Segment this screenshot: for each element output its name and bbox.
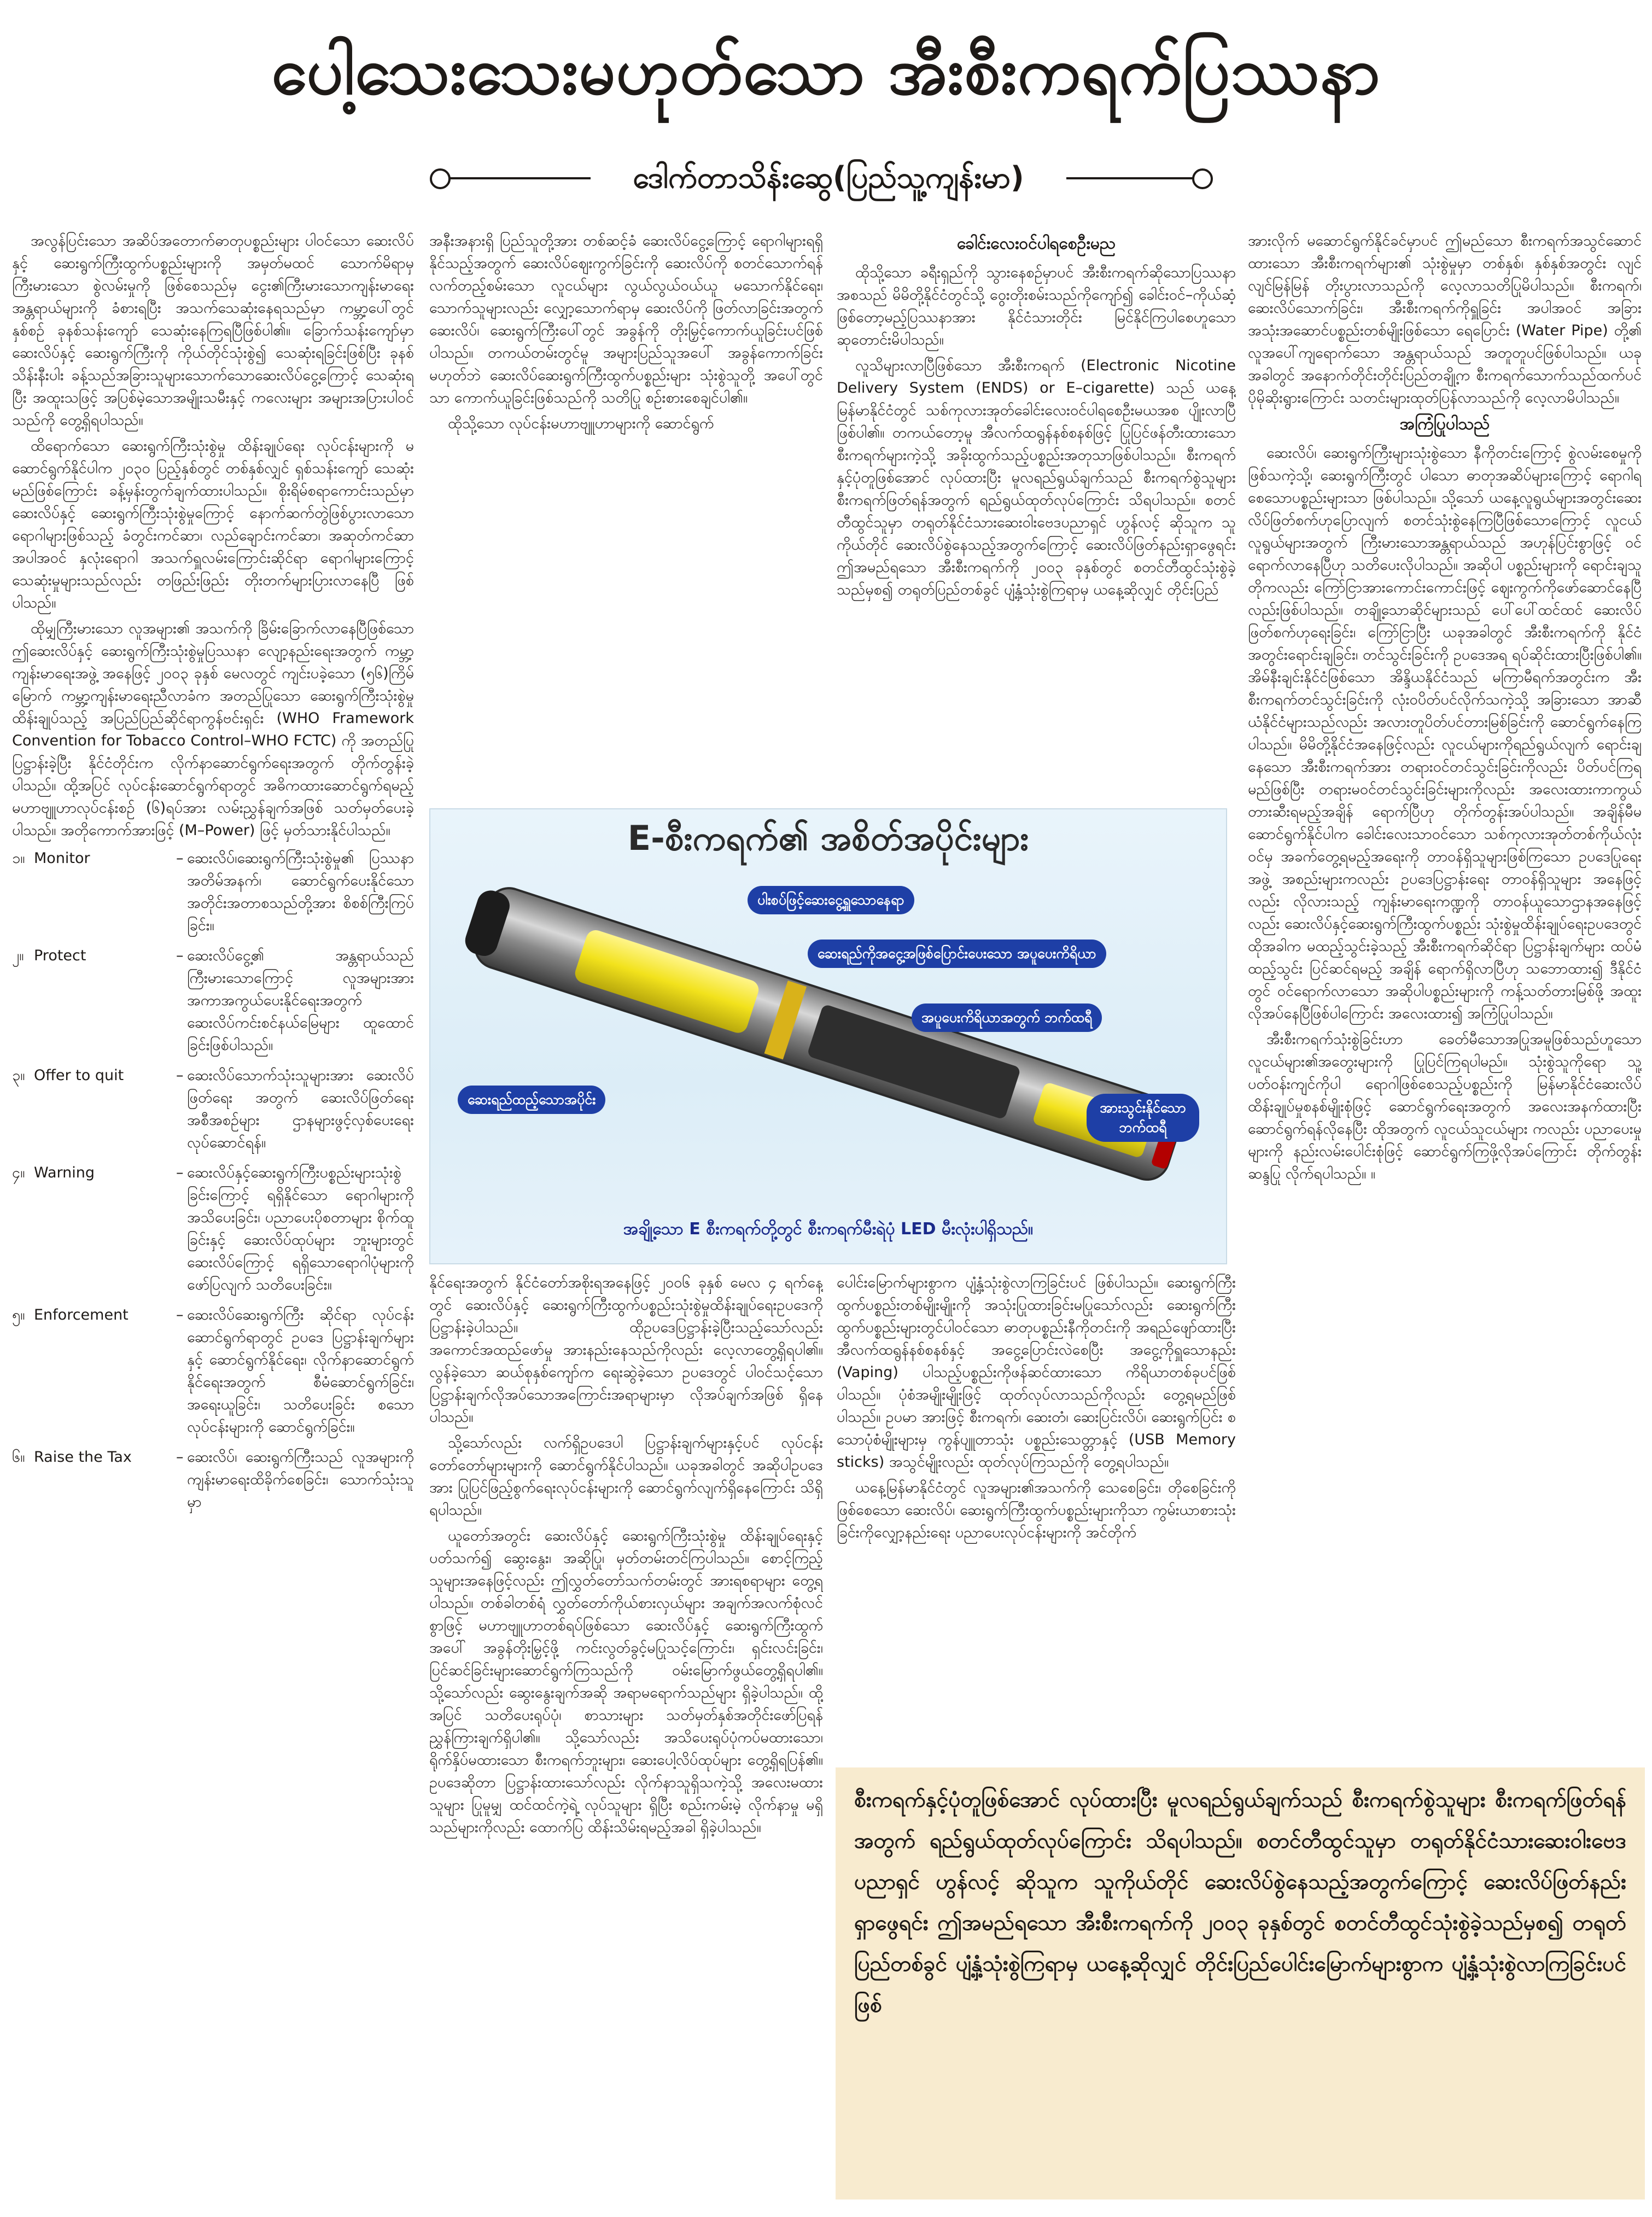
- paragraph: ဆေးလိပ်၊ ဆေးရွက်ကြီးများသုံးစွဲသော နီကိုတင်းကြောင့် စွဲလမ်းစေမှုကိုဖြစ်သကဲ့သို့၊ ဆေးရွက်ကြီးတွင် ပါသော ဓာတုအဆိပ်များကြောင့် ရောဂါရစေသောပစ္စည်းများသာ ဖြစ်ပါသည်။ သို့သော် ယနေ့လူရွယ်များအတွင်းဆေးလိပ်ဖြတ်စက်ဟုပြောလျက် စတင်သုံးစွဲနေကြပြီဖြစ်သောကြောင့် လူငယ်လူရွယ်များအတွက် ကြီးမားသောအန္တရာယ်သည် အဟုန်ပြင်းစွာဖြင့် ဝင်ရောက်လာနေပြီဟု သတိပေးလိုပါသည်။ အဆိုပါ ပစ္စည်းများကို ရောင်းချသူတိုကလည်း ကြော်ငြာအားကောင်းကောင်းဖြင့် ဈေးကွက်ကိုဖော်ဆောင်နေပြီလည်းဖြစ်ပါသည်။ တချို့သောဆိုင်များသည် ပေါ်ပေါ်ထင်ထင် ဆေးလိပ်ဖြတ်စက်ဟုရေးခြင်း၊ ကြော်ငြာပြီး ယခုအခါတွင် အီးစီးကရက်ကို နိုင်ငံအတွင်းရောင်းချခြင်း၊ တင်သွင်းခြင်းကို ဥပဒေအရ ရပ်ဆိုင်းထားပြီးဖြစ်ပါ၏။ အိမ်နီးချင်းနိုင်ငံဖြစ်သော အိန္ဒိယနိုင်ငံသည် မကြာမီရက်အတွင်းက အီးစီးကရက်တင်သွင်းခြင်းကို လုံးဝပိတ်ပင်လိုက်သကဲ့သို့ အခြားသော အာဆီယံနိုင်ငံများသည်လည်း အလားတူပိတ်ပင်တားမြစ်ခြင်းကို ဆောင်ရွက်နေကြပါသည်။ မိမိတို့နိုင်ငံအနေဖြင့်လည်း လူငယ်များကိုရည်ရွယ်လျက် ရောင်းချနေသော အီးစီးကရက်အား တရားဝင်တင်သွင်းခြင်းကိုလည်း ပိတ်ပင်ကြရမည်ဖြစ်ပြီး တရားမဝင်တင်သွင်းခြင်းများကိုလည်း အလေးထားကာကွယ်တားဆီးရမည့်အချိန် ရောက်ပြီဟု တိုက်တွန်းအပ်ပါသည်။ အချိန်မီမဆောင်ရွက်နိုင်ပါက ခေါင်းလေးသာဝင်သော သစ်ကုလားအုတ်တစ်ကိုယ်လုံးဝင်မှ အခက်တွေ့ရမည့်အရေးကို တာဝန်ရှိသူများဖြစ်ကြသော ဥပဒေပြုရေးအဖွဲ့ အစည်းများကလည်း ဥပဒေပြဋ္ဌာန်းရေး တာဝန်ရှိသူများ အနေဖြင့်လည်း လိုလားသည့် ကျန်းမာရေးကဏ္ဍကို တာဝန်ယူသောဌာနအနေဖြင့်လည်း ဆေးလိပ်နှင့်ဆေးရွက်ကြီးထွက်ပစ္စည်း သုံးစွဲမှုထိန်းချုပ်ရေးဥပဒေတွင် ထိုအခါက မထည့်သွင်းခဲ့သည့် အီးစီးကရက်ဆိုင်ရာ ပြဋ္ဌာန်းချက်များ ထပ်မံထည့်သွင်း ပြင်ဆင်ရမည့် အချိန် ရောက်ရှိလာပြီဟု သဘောထား၍ ဒီနိုင်ငံတွင် ဝင်ရောက်လာသော အဆိုပါပစ္စည်းများကို ကန့်သတ်တားမြစ်ဖို့ အထူးလိုအပ်နေပြီဖြစ်ပါကြောင်း အလေးထား၍ အကြံပြုပါသည်။: [1248, 445, 1642, 1022]
- paragraph: အားလိုက် မဆောင်ရွက်နိုင်ခင်မှာပင် ဤမည်သော စီးကရက်အသွင်ဆောင်ထားသော အီးစီးကရက်များ၏ သုံးစွဲမှုမှာ တစ်နှစ်၊ နှစ်နှစ်အတွင်း လျင်လျင်မြန်မြန် တိုးပွားလာသည်ကို လေ့လာသတိပြုမိပါသည်။ စီးကရက်၊ ဆေးလိပ်သောက်ခြင်း၊ အီးစီးကရက်ကိုရှူခြင်း အပါအဝင် အခြားအသုံးအဆောင်ပစ္စည်းတစ်မျိုးဖြစ်သော ရေပြောင်း (Water Pipe) တို့၏ လူအပေါ်ကျရောက်သော အန္တရာယ်သည် အတူတူပင်ဖြစ်ပါသည်။ ယခုအခါတွင် အနောက်တိုင်းတိုင်းပြည်တချို့က စီးကရက်သောက်သည်ထက်ပင် ပိုမိုဆိုးရွားကြောင်း သတင်းများထုတ်ပြန်လာသည်ကို လေ့လာမိပါသည်။: [1248, 232, 1642, 406]
- callout-mouthpiece: ပါးစပ်ဖြင့်ဆေးငွေ့ရှူသောနေရာ: [748, 886, 914, 914]
- item-dash: –: [176, 1164, 184, 1181]
- callout-cartridge: ဆေးရည်ထည့်သောအပိုင်း: [458, 1086, 605, 1114]
- article-title: ပေါ့သေးသေးမဟုတ်သော အီးစီးကရက်ပြဿနာ: [271, 33, 1381, 109]
- item-key: Raise the Tax: [34, 1449, 132, 1466]
- paragraph: ယူတော်အတွင်း ဆေးလိပ်နှင့် ဆေးရွက်ကြီးသုံးစွဲမှု ထိန်းချုပ်ရေးနှင့်ပတ်သက်၍ ဆွေးနွေး၊ အဆိုပြု၊ မှတ်တမ်းတင်ကြပါသည်။ စောင့်ကြည့်သူများအနေဖြင့်လည်း ဤလွှတ်တော်သက်တမ်းတွင် အားရစရာများ တွေ့ရပါသည်။ တစ်ခါတစ်ရံ လွှတ်တော်ကိုယ်စားလှယ်များ အချက်အလက်စုံလင်စွာဖြင့် မဟာဗျူဟာတစ်ရပ်ဖြစ်သော ဆေးလိပ်နှင့် ဆေးရွက်ကြီးထွက်အပေါ် အခွန်တိုးမြှင့်ဖို့ ကင်းလွတ်ခွင့်မပြုသင့်ကြောင်း၊ ရှင်းလင်းခြင်း၊ ပြင်ဆင်ခြင်းများဆောင်ရွက်ကြသည်ကို ဝမ်းမြောက်ဖွယ်တွေ့ရှိရပါ၏။ သို့သော်လည်း ဆွေးနွေးချက်အဆို အရာမရောက်သည်များ ရှိခဲ့ပါသည်။ ထို့အပြင် သတိပေးရုပ်ပုံ၊ စာသားများ သတ်မှတ်နှစ်အတိုင်းဖော်ပြရန် ညွှန်ကြားချက်ရှိပါ၏။ သို့သော်လည်း အသိပေးရုပ်ပုံကပ်မထားသော၊ ရိုက်နှိပ်မထားသော စီးကရက်ဘူးများ၊ ဆေးပေါ့လိပ်ထုပ်များ တွေ့ရှိရပြန်၏။ ဥပဒေဆိုတာ ပြဋ္ဌာန်းထားသော်လည်း လိုက်နာသူရှိသကဲ့သို့ အလေးမထားသူများ ပြုမူမျှ ထင်ထင်ကဲ့ရဲ့ လုပ်သူများ ရှိပြီး စည်းကမ်းမဲ့ လိုက်နာမှု မရှိသည်များကိုလည်း ထောက်ပြ ထိန်းသိမ်းရမည့်အခါ ရှိခဲ့ပါသည်။: [429, 1527, 823, 1836]
- column-2: [429, 230, 823, 798]
- paragraph: လူသိများလာပြီဖြစ်သော အီးစီးကရက် (Electronic Nicotine Delivery System (ENDS) or E–cigarette) သည် ယနေ့မြန်မာနိုင်ငံတွင် သစ်ကုလားအုတ်ခေါင်းလေးဝင်ပါရစေဦးမယအစ ပျိုးလာပြီဖြစ်ပါ၏။ တကယ်တော့မူ အီလက်ထရွန်နစ်စနစ်ဖြင့် ပြုပြင်ဖန်တီးထားသော စီးကရက်များကဲ့သို့ အခိုးထွက်သည့်ပစ္စည်းအတုသာဖြစ်ပါသည်။ စီးကရက်နှင့်ပုံတူဖြစ်အောင် လုပ်ထားပြီး မူလရည်ရွယ်ချက်သည် စီးကရက်စွဲသူများ စီးကရက်ဖြတ်ရန်အတွက် ရည်ရွယ်ထုတ်လုပ်ကြောင်း သိရပါသည်။ စတင်တီထွင်သူမှာ တရုတ်နိုင်ငံသားဆေးဝါးဗေဒပညာရှင် ဟွန်လင့် ဆိုသူက သူကိုယ်တိုင် ဆေးလိပ်စွဲနေသည့်အတွက်ကြောင့် ဆေးလိပ်ဖြတ်နည်းရှာဖွေရင်း ဤအမည်ရသော အီးစီးကရက်ကို ၂၀၀၃ ခုနှစ်တွင် စတင်တီထွင်သုံးစွဲခဲ့သည်မှစ၍ တရုတ်ပြည်တစ်ခွင် ပျံ့နှံ့သုံးစွဲကြရာမှ ယနေ့ဆိုလျှင် တိုင်းပြည်: [837, 357, 1236, 598]
- item-dash: –: [176, 1306, 184, 1323]
- byline-circle-right: [1192, 168, 1213, 189]
- item-key: Enforcement: [34, 1306, 129, 1323]
- column-1: [12, 230, 414, 2198]
- list-item: [12, 1064, 414, 1154]
- e-cigarette-illustration: [430, 809, 1226, 1263]
- column-3-continued: [837, 1271, 1236, 1764]
- item-dash: –: [176, 1067, 184, 1084]
- paragraph: ထိုသို့သော ခရီးရှည်ကို သွားနေစဉ်မှာပင် အီးစီးကရက်ဆိုသောပြဿနာအစသည် မိမိတို့နိုင်ငံတွင်သို့ ဝွေးတိုးစမ်းသည်ကိုကျော်၍ ခေါင်းဝင်–ကိုယ်ဆံ့ဖြစ်တော့မည့်ပြဿနာအား နိုင်ငံသားတိုင်း မြင်နိုင်ကြပါစေဟူသော ဆုတောင်းမိပါသည်။: [837, 264, 1236, 348]
- e-cigarette-diagram: [429, 808, 1227, 1264]
- callout-rechargeable: အားသွင်းနိုင်သော ဘက်ထရီ: [1087, 1094, 1199, 1142]
- section-heading: အကြံပြုပါသည်: [1399, 415, 1490, 434]
- item-number: ၄။: [12, 1164, 25, 1181]
- paragraph: အီးစီးကရက်သုံးစွဲခြင်းဟာ ခေတ်မီသောအပြုအမူဖြစ်သည်ဟူသော လူငယ်များ၏အတွေးများကို ပြုပြင်ကြရပါမည်။ သုံးစွဲသူကိုရော သူ့ပတ်ဝန်းကျင်ကိုပါ ရောဂါဖြစ်စေသည့်ပစ္စည်းကို မြန်မာနိုင်ငံဆေးလိပ်ထိန်းချုပ်မှုစနစ်မျိုးစုံဖြင့် ဆောင်ရွက်ရေးအတွက် အလေးအနက်ထားပြီး ဆောင်ရွက်ရန်လိုနေပြီး ထိုအတွက် လူငယ်သူငယ်များ ကလည်း ပညာပေးမှုများကို နည်းလမ်းပေါင်းစုံဖြင့် ဆောင်ရွက်ကြဖို့လိုအပ်ကြောင်း တိုက်တွန်းဆန္ဒပြု လိုက်ရပါသည်။ ။: [1248, 1031, 1642, 1182]
- list-item: [12, 1304, 414, 1438]
- paragraph: ထိုမျှကြီးမားသော လူအများ၏ အသက်ကို ခြိမ်းခြောက်လာနေပြီဖြစ်သော ဤဆေးလိပ်နှင့် ဆေးရွက်ကြီးသုံးစွဲမှုပြဿနာ လျော့နည်းရေးအတွက် ကမ္ဘာ့ကျန်းမာရေးအဖွဲ့ အနေဖြင့် ၂၀၀၃ ခုနှစ် မေလတွင် ကျင်းပခဲ့သော (၅၆)ကြိမ်မြောက် ကမ္ဘာ့ကျန်းမာရေးညီလာခံက အတည်ပြုသော ဆေးရွက်ကြီးသုံးစွဲမှုထိန်းချုပ်သည့် အပြည်ပြည်ဆိုင်ရာကွန်ဗင်းရှင်း (WHO Framework Convention for Tobacco Control–WHO FCTC) ကို အတည်ပြုပြဋ္ဌာန်းခဲ့ပြီး နိုင်ငံတိုင်းက လိုက်နာဆောင်ရွက်ရေးအတွက် တိုက်တွန်းခဲ့ပါသည်။ ထို့အပြင် လုပ်ငန်းဆောင်ရွက်ရာတွင် အဓိကထားဆောင်ရွက်ရမည့် မဟာဗျူဟာလုပ်ငန်းစဉ် (၆)ရပ်အား လမ်းညွှန်ချက်အဖြစ် သတ်မှတ်ပေးခဲ့ပါသည်။ အတိုကောက်အားဖြင့် (M–Power) ဖြင့် မှတ်သားနိုင်ပါသည်။: [12, 620, 414, 839]
- item-number: ၅။: [12, 1306, 25, 1323]
- pull-quote: စီးကရက်နှင့်ပုံတူဖြစ်အောင် လုပ်ထားပြီး မူလရည်ရွယ်ချက်သည် စီးကရက်စွဲသူများ စီးကရက်ဖြတ်ရန်အတွက် ရည်ရွယ်ထုတ်လုပ်ကြောင်း သိရပါသည်။ စတင်တီထွင်သူမှာ တရုတ်နိုင်ငံသားဆေးဝါးဗေဒပညာရှင် ဟွန်လင့် ဆိုသူက သူကိုယ်တိုင် ဆေးလိပ်စွဲနေသည့်အတွက်ကြောင့် ဆေးလိပ်ဖြတ်နည်းရှာဖွေရင်း ဤအမည်ရသော အီးစီးကရက်ကို ၂၀၀၃ ခုနှစ်တွင် စတင်တီထွင်သုံးစွဲခဲ့သည်မှစ၍ တရုတ်ပြည်တစ်ခွင် ပျံ့နှံ့သုံးစွဲကြရာမှ ယနေ့ဆိုလျှင် တိုင်းပြည်ပေါင်းမြောက်များစွာက ပျံ့နှံ့သုံးစွဲလာကြခြင်းပင်ဖြစ်: [836, 1767, 1645, 2200]
- item-dash: –: [176, 947, 184, 964]
- item-number: ၃။: [12, 1067, 25, 1084]
- mpower-list: [12, 847, 414, 1513]
- item-dash: –: [176, 1449, 184, 1466]
- byline: [0, 153, 1652, 202]
- list-item: [12, 1446, 414, 1513]
- paragraph: ပေါင်းမြောက်များစွာက ပျံ့နှံ့သုံးစွဲလာကြခြင်းပင် ဖြစ်ပါသည်။ ဆေးရွက်ကြီးထွက်ပစ္စည်းတစ်မျိုးမျိုးကို အသုံးပြုထားခြင်းမပြုသော်လည်း ဆေးရွက်ကြီးထွက်ပစ္စည်းများတွင်ပါဝင်သော ဓာတုပစ္စည်းနီကိုတင်းကို အရည်ဖျော်ထားပြီး အီလက်ထရွန်နစ်စနစ်နှင့် အငွေ့ပြောင်းလဲစေပြီး အငွေ့ကိုရှူသောနည်း (Vaping) ပါသည့်ပစ္စည်းကိုဖန်ဆင်ထားသော ကိရိယာတစ်ခုပင်ဖြစ်ပါသည်။ ပုံစံအမျိုးမျိုးဖြင့် ထုတ်လုပ်လာသည်ကိုလည်း တွေ့ရမည်ဖြစ်ပါသည်။ ဥပမာ အားဖြင့် စီးကရက်၊ ဆေးတံ၊ ဆေးပြင်းလိပ်၊ ဆေးရွက်ပြင်း စသောပုံစံမျိုးများမှ ကွန်ပျူတာသုံး ပစ္စည်းသေတ္တာနှင့် (USB Memory sticks) အသွင်မျိုးလည်း ထုတ်လုပ်ကြသည်ကို တွေ့ရပါသည်။: [837, 1274, 1236, 1471]
- item-number: ၂။: [12, 947, 24, 964]
- column-3: [837, 230, 1236, 798]
- section-heading: ခေါင်းလေးဝင်ပါရစေဦးမည: [956, 234, 1116, 253]
- item-key: Monitor: [34, 850, 90, 867]
- paragraph: ထိရောက်သော ဆေးရွက်ကြီးသုံးစွဲမှု ထိန်းချုပ်ရေး လုပ်ငန်းများကို မဆောင်ရွက်နိုင်ပါက ၂၀၃၀ ပြည့်နှစ်တွင် တစ်နှစ်လျှင် ရှစ်သန်းကျော် သေဆုံးမည်ဖြစ်ကြောင်း ခန့်မှန်းတွက်ချက်ထားပါသည်။ စိုးရိမ်စရာကောင်းသည်မှာ ဆေးလိပ်နှင့် ဆေးရွက်ကြီးသုံးစွဲမှုကြောင့် နောက်ဆက်တွဲဖြစ်ပွားလာသော ရောဂါများဖြစ်သည့် ခံတွင်းကင်ဆာ၊ လည်ချောင်းကင်ဆာ၊ အဆုတ်ကင်ဆာ အပါအဝင် နှလုံးရောဂါ အသက်ရှူလမ်းကြောင်းဆိုင်ရာ ရောဂါများကြောင့် သေဆုံးမှုများသည်လည်း တဖြည်းဖြည်း တိုးတက်များပြားလာနေပြီ ဖြစ်ပါသည်။: [12, 437, 414, 611]
- list-item: [12, 847, 414, 937]
- list-item: [12, 1162, 414, 1296]
- paragraph: ထိုသို့သော လုပ်ငန်းမဟာဗျူဟာများကို ဆောင်ရွက်: [448, 415, 714, 432]
- paragraph: နိုင်ရေးအတွက် နိုင်ငံတော်အစိုးရအနေဖြင့် ၂၀၀၆ ခုနှစ် မေလ ၄ ရက်နေ့တွင် ဆေးလိပ်နှင့် ဆေးရွက်ကြီးထွက်ပစ္စည်းသုံးစွဲမှုထိန်းချုပ်ရေးဥပဒေကို ပြဋ္ဌာန်းခဲ့ပါသည်။ ထိုဥပဒေပြဋ္ဌာန်းခဲ့ပြီးသည့်သော်လည်း အကောင်အထည်ဖော်မှု အားနည်းနေသည်ကိုလည်း လေ့လာတွေ့ရှိရပါ၏။ လွန်ခဲ့သော ဆယ်စုနှစ်ကျော်က ရေးဆွဲခဲ့သော ဥပဒေတွင် ပါဝင်သင့်သော ပြဋ္ဌာန်းချက်လိုအပ်သောအကြောင်းအရာများမှာ လိုအပ်ချက်အဖြစ် ရှိနေပါသည်။: [429, 1274, 823, 1426]
- item-number: ၆။: [12, 1449, 25, 1466]
- item-desc: ဆေးလိပ်၊ ဆေးရွက်ကြီးသည် လူအများကို ကျန်းမာရေးထိခိုက်စေခြင်း၊ သောက်သုံးသူမှာ: [187, 1449, 414, 1510]
- figure-caption: အချို့သော E စီးကရက်တို့တွင် စီးကရက်မီးရဲပုံ LED မီးလုံးပါရှိသည်။: [623, 1220, 1034, 1239]
- paragraph: အလွန်ပြင်းသော အဆိပ်အတောက်ဓာတုပစ္စည်းများ ပါဝင်သော ဆေးလိပ်နှင့် ဆေးရွက်ကြီးထွက်ပစ္စည်းများကို အမှတ်မထင် သောက်မိရာမှ ကြီးမားသော စွဲလမ်းမှုကို ဖြစ်စေသည်မှ ငွေး၏ကြီးမားသောကျန်းမာရေးအန္တရာယ်များကို ခံစားရပြီး အသက်သေဆုံးနေရသည်မှာ ကမ္ဘာ့ပေါ်တွင် နှစ်စဉ် ခုနစ်သန်းကျော် သေဆုံးနေကြရပြီဖြစ်ပါ၏။ ခြောက်သန်းကျော်မှာ ဆေးလိပ်နှင့် ဆေးရွက်ကြီးကို ကိုယ်တိုင်သုံးစွဲ၍ သေဆုံးရခြင်းဖြစ်ပြီး ခုနစ်သိန်းနီးပါး ခန့်သည်အခြားသူများသောက်သောဆေးလိပ်ငွေ့ကြောင့် သေဆုံးရပြီး အထူးသဖြင့် အပြစ်မဲ့သောအမျိုးသမီးနှင့် ကလေးများ အများအပြားပါဝင်သည်ကို တွေ့ရှိရပါသည်။: [12, 232, 414, 429]
- byline-circle-left: [430, 168, 451, 189]
- list-item: [12, 944, 414, 1057]
- item-desc: ဆေးလိပ်သောက်သုံးသူများအား ဆေးလိပ်ဖြတ်ရေး အတွက် ဆေးလိပ်ဖြတ်ရေး အစီအစဉ်များ ဌာနများဖွင့်လှစ်ပေးရေး လုပ်ဆောင်ရန်။: [187, 1067, 414, 1151]
- item-key: Offer to quit: [34, 1067, 124, 1084]
- item-desc: ဆေးလိပ်ဆေးရွက်ကြီး ဆိုင်ရာ လုပ်ငန်း ဆောင်ရွက်ရာတွင် ဥပဒေ ပြဋ္ဌာန်းချက်များနှင့် ဆောင်ရွက်နိုင်ရေး၊ လိုက်နာဆောင်ရွက်နိုင်ရေးအတွက် စီမံဆောင်ရွက်ခြင်း၊ အရေးယူခြင်း၊ သတိပေးခြင်း စသောလုပ်ငန်းများကို ဆောင်ရွက်ခြင်း။: [187, 1306, 414, 1436]
- paragraph: အနီးအနားရှိ ပြည်သူတို့အား တစ်ဆင့်ခံ ဆေးလိပ်ငွေ့ကြောင့် ရောဂါများရရှိနိုင်သည့်အတွက် ဆေးလိပ်ဈေးကွက်ခြင်းကို ဆေးလိပ်ကို စတင်သောက်ရန် လက်တည့်စမ်းသော လူငယ်များ လွယ်လွယ်ဝယ်ယူ မသောက်နိုင်ရေး၊ သောက်သူများလည်း လျှော့သောက်ရာမှ ဆေးလိပ်ကို ဖြတ်လာခြင်းအတွက် ဆေးလိပ်၊ ဆေးရွက်ကြီးပေါ်တွင် အခွန်ကို တိုးမြှင့်ကောက်ယူခြင်းပင်ဖြစ်ပါသည်။ တကယ်တမ်းတွင်မူ အများပြည်သူအပေါ် အခွန်ကောက်ခြင်းမဟုတ်ဘဲ ဆေးလိပ်ဆေးရွက်ကြီးထွက်ပစ္စည်းများ သုံးစွဲသူတို့ အပေါ်တွင်သာ ကောက်ယူခြင်းဖြစ်သည်ကို သတိပြု စဉ်းစားစေချင်ပါ၏။: [429, 232, 823, 406]
- author-name: ဒေါက်တာသိန်းဆွေ(ပြည်သူ့ကျန်းမာ): [633, 160, 1024, 195]
- item-key: Warning: [34, 1164, 95, 1181]
- item-desc: ဆေးလိပ်၊ဆေးရွက်ကြီးသုံးစွဲမှု၏ ပြဿနာအတိမ်အနက်၊ ဆောင်ရွက်ပေးနိုင်သော အတိုင်းအတာစသည်တို့အား စိစစ်ကြီးကြပ်ခြင်း။: [187, 850, 414, 934]
- paragraph: သို့သော်လည်း လက်ရှိဥပဒေပါ ပြဋ္ဌာန်းချက်များနှင့်ပင် လုပ်ငန်းတော်တော်များများကို ဆောင်ရွက်နိုင်ပါသည်။ ယခုအခါတွင် အဆိုပါဥပဒေအား ပြုပြင်ဖြည့်စွက်ရေးလုပ်ငန်းများကို ဆောင်ရွက်လျက်ရှိနေကြောင်း သိရှိရပါသည်။: [429, 1434, 823, 1519]
- item-number: ၁။: [12, 850, 25, 867]
- column-2-continued: [429, 1271, 823, 2196]
- item-key: Protect: [34, 947, 86, 964]
- byline-rule-left: [443, 177, 591, 179]
- callout-battery: အပူပေးကိရိယာအတွက် ဘက်ထရီ: [912, 1004, 1102, 1032]
- item-desc: ဆေးလိပ်နှင့်ဆေးရွက်ကြီးပစ္စည်းများသုံးစွဲခြင်းကြောင့် ရရှိနိုင်သော ရောဂါများကို အသိပေးခြင်း၊ ပညာပေးပိုစတာများ စိုက်ထူခြင်းနှင့် ဆေးလိပ်ထုပ်များ ဘူးများတွင် ဆေးလိပ်ကြောင့် ရရှိသောရောဂါပုံများကို ဖော်ပြလျက် သတိပေးခြင်း။: [187, 1164, 414, 1293]
- item-desc: ဆေးလိပ်ငွေ့၏ အန္တရာယ်သည် ကြီးမားသောကြောင့် လူအများအား အကာအကွယ်ပေးနိုင်ရေးအတွက် ဆေးလိပ်ကင်းစင်နယ်မြေများ ထူထောင်ခြင်းဖြစ်ပါသည်။: [187, 947, 414, 1054]
- paragraph: ယနေ့မြန်မာနိုင်ငံတွင် လူအများ၏အသက်ကို သေစေခြင်း၊ တိုစေခြင်းကိုဖြစ်စေသော ဆေးလိပ်၊ ဆေးရွက်ကြီးထွက်ပစ္စည်းများကိုသာ ကွမ်းယာစားသုံးခြင်းကိုလျှော့နည်းရေး ပညာပေးလုပ်ငန်းများကို အင်တိုက်: [837, 1479, 1236, 1541]
- item-dash: –: [176, 850, 184, 867]
- figure-title: E-စီးကရက်၏ အစိတ်အပိုင်းများ: [627, 818, 1029, 858]
- byline-rule-right: [1066, 177, 1198, 179]
- callout-atomizer: ဆေးရည်ကိုအငွေ့အဖြစ်ပြောင်းပေးသော အပူပေးကိရိယာ: [808, 940, 1106, 968]
